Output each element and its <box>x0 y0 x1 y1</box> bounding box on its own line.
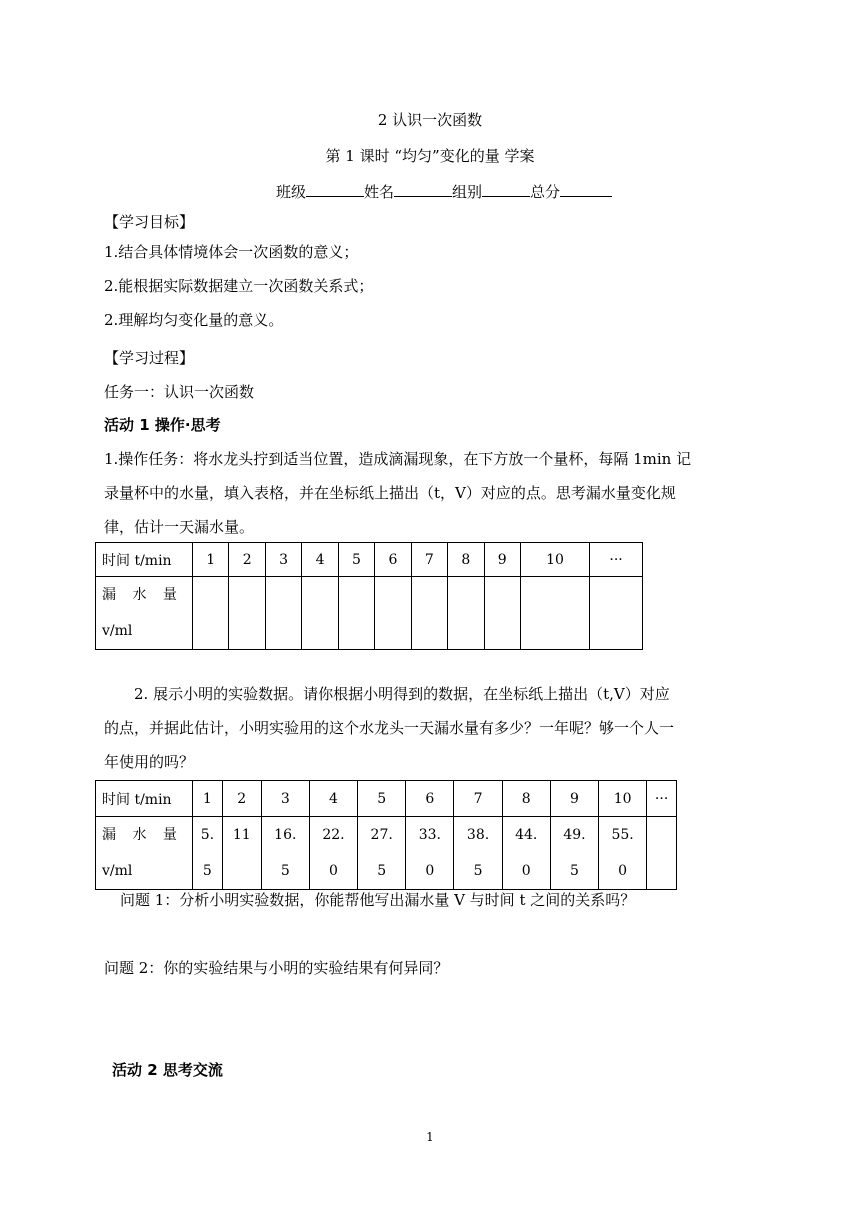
op-line-1: 1.操作任务：将水龙头拧到适当位置，造成滴漏现象，在下方放一个量杯，每隔 1min 记 <box>104 450 692 468</box>
table-row <box>96 817 677 890</box>
objective-3: 2.理解均匀变化量的意义。 <box>104 311 284 329</box>
table-cell: 7 <box>454 781 502 817</box>
section2-line-1: 2. 展示小明的实验数据。请你根据小明得到的数据，在坐标纸上描出（t,V）对应 <box>134 685 670 703</box>
table-input-cell[interactable] <box>375 577 411 650</box>
table-cell <box>222 817 261 890</box>
table-row <box>96 543 643 577</box>
process-heading: 【学习过程】 <box>104 349 195 367</box>
question-1: 问题 1：分析小明实验数据，你能帮他写出漏水量 V 与时间 t 之间的关系吗？ <box>120 891 636 909</box>
op-line-2: 录量杯中的水量，填入表格，并在坐标纸上描出（t，V）对应的点。思考漏水量变化规 <box>104 484 676 502</box>
value-bottom: 5 <box>569 863 579 879</box>
op-line-3: 律，估计一天漏水量。 <box>104 518 255 536</box>
table-header-cell <box>96 577 193 650</box>
table-cell: 8 <box>502 781 550 817</box>
table-cell: 4 <box>309 781 357 817</box>
table-header-cell <box>96 817 193 890</box>
page-number: 1 <box>426 1130 434 1144</box>
table-cell: 9 <box>484 543 520 577</box>
table-cell: 7 <box>411 543 447 577</box>
section2-line-2: 的点，并据此估计，小明实验用的这个水龙头一天漏水量有多少？一年呢？够一个人一 <box>104 719 675 737</box>
row-label-b: v/ml <box>102 623 133 639</box>
section2-line-3: 年使用的吗？ <box>104 753 195 771</box>
value-top: 38. <box>466 827 490 843</box>
table-cell <box>599 817 647 890</box>
table-cell: 6 <box>375 543 411 577</box>
table-input-cell[interactable] <box>520 577 589 650</box>
value-bottom: 5 <box>280 863 290 879</box>
value-top: 33. <box>418 827 441 843</box>
objective-1: 1.结合具体情境体会一次函数的意义； <box>104 243 359 261</box>
table-header-cell: 时间 t/min <box>96 543 193 577</box>
value-bottom: 0 <box>425 863 435 879</box>
row-label-a: 漏 水 量 <box>102 587 183 603</box>
table-row <box>96 577 643 650</box>
value-top: 11 <box>232 827 251 843</box>
table-cell <box>358 817 406 890</box>
table-header-cell: 时间 t/min <box>96 781 193 817</box>
doc-subtitle: 第 1 课时 “均匀”变化的量 学案 <box>325 147 535 165</box>
field-group-blank[interactable] <box>482 180 530 197</box>
value-top: 27. <box>370 827 393 843</box>
table-cell: 3 <box>261 781 309 817</box>
table-cell: 5 <box>358 781 406 817</box>
field-score-blank[interactable] <box>560 180 612 197</box>
row-label-b: v/ml <box>102 863 133 879</box>
table-cell <box>550 817 598 890</box>
value-bottom: 5 <box>202 863 212 879</box>
table-cell: 9 <box>550 781 598 817</box>
table-cell: 2 <box>222 781 261 817</box>
table-cell <box>261 817 309 890</box>
table-cell: 1 <box>193 543 229 577</box>
table-input-cell[interactable] <box>411 577 447 650</box>
value-top: 5. <box>200 827 215 843</box>
table-input-cell[interactable] <box>484 577 520 650</box>
objective-2: 2.能根据实际数据建立一次函数关系式； <box>104 277 374 295</box>
value-top: 55. <box>611 827 634 843</box>
value-bottom: 0 <box>521 863 531 879</box>
field-name-label: 姓名 <box>364 183 395 201</box>
value-bottom: 5 <box>473 863 483 879</box>
activity-1-heading: 活动 1 操作·思考 <box>104 416 221 434</box>
objectives-heading: 【学习目标】 <box>104 213 195 231</box>
table-input-cell[interactable] <box>302 577 338 650</box>
table-row <box>96 781 677 817</box>
table-input-cell[interactable] <box>590 577 643 650</box>
table-cell: 10 <box>599 781 647 817</box>
table-cell: ··· <box>647 781 677 817</box>
table-cell <box>406 817 454 890</box>
table-cell: 3 <box>265 543 301 577</box>
table-cell <box>647 817 677 890</box>
value-top: 49. <box>563 827 586 843</box>
field-class-label: 班级 <box>276 183 307 201</box>
table-input-cell[interactable] <box>448 577 484 650</box>
table-cell: 10 <box>520 543 589 577</box>
table-cell: 5 <box>338 543 374 577</box>
task-1: 任务一：认识一次函数 <box>104 383 255 401</box>
field-class-blank[interactable] <box>306 180 364 197</box>
table-cell: ··· <box>590 543 643 577</box>
table-cell: 2 <box>229 543 265 577</box>
table-xiaoming-data <box>95 780 677 890</box>
table-input-cell[interactable] <box>338 577 374 650</box>
table-cell <box>454 817 502 890</box>
table-cell <box>309 817 357 890</box>
table-input-cell[interactable] <box>229 577 265 650</box>
table-input-cell[interactable] <box>265 577 301 650</box>
table-cell <box>502 817 550 890</box>
value-top: 22. <box>322 827 345 843</box>
table-cell: 6 <box>406 781 454 817</box>
value-bottom: 5 <box>377 863 387 879</box>
field-score-label: 总分 <box>530 183 561 201</box>
table-own-data <box>95 542 643 650</box>
field-group-label: 组别 <box>452 183 483 201</box>
value-bottom <box>223 853 261 889</box>
activity-2-heading: 活动 2 思考交流 <box>112 1061 223 1079</box>
value-top: 44. <box>515 827 538 843</box>
table-cell: 8 <box>448 543 484 577</box>
table-input-cell[interactable] <box>193 577 229 650</box>
field-name-blank[interactable] <box>394 180 452 197</box>
info-fields <box>276 180 612 202</box>
table-cell <box>193 817 223 890</box>
table-cell: 4 <box>302 543 338 577</box>
doc-title: 2 认识一次函数 <box>377 111 483 129</box>
question-2: 问题 2：你的实验结果与小明的实验结果有何异同？ <box>104 959 449 977</box>
value-bottom: 0 <box>618 863 628 879</box>
table-cell: 1 <box>193 781 223 817</box>
row-label-a: 漏 水 量 <box>102 827 183 843</box>
value-bottom: 0 <box>329 863 338 879</box>
value-top: 16. <box>274 827 297 843</box>
